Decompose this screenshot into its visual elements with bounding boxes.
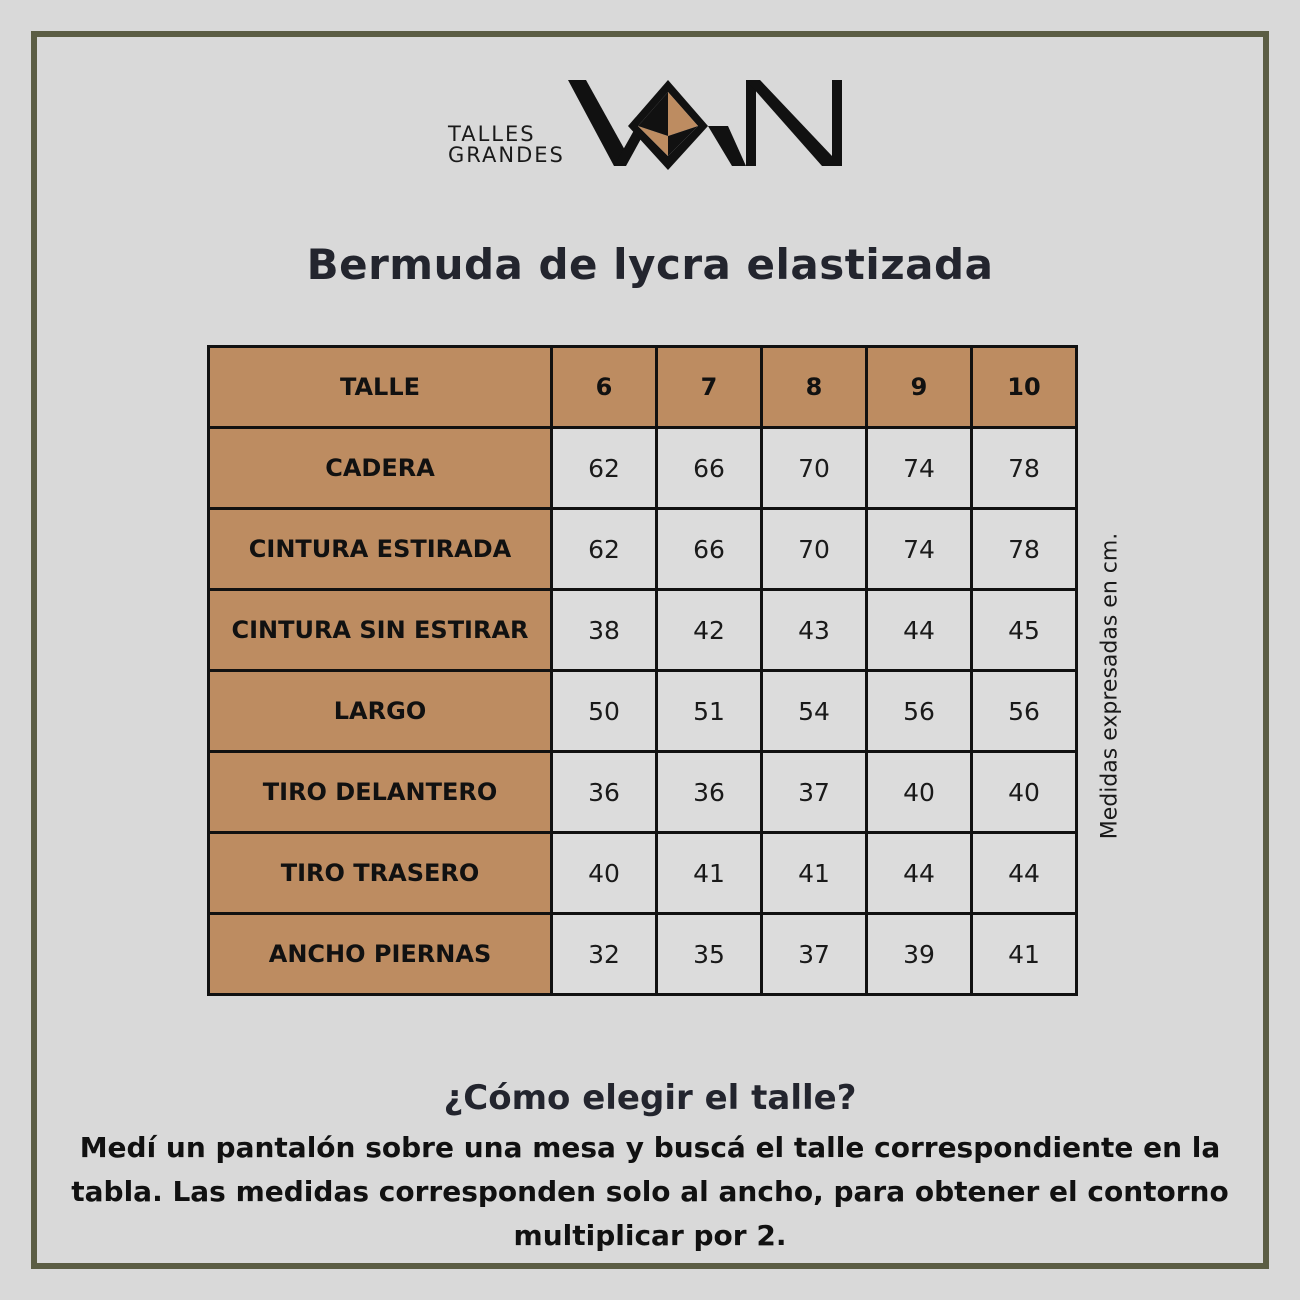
table-cell: 51 [657, 671, 762, 752]
table-cell: 54 [762, 671, 867, 752]
table-cell: 74 [867, 509, 972, 590]
table-cell: 41 [762, 833, 867, 914]
table-cell: 40 [972, 752, 1077, 833]
table-cell: 40 [552, 833, 657, 914]
row-label: CINTURA SIN ESTIRAR [209, 590, 552, 671]
table-cell: 45 [972, 590, 1077, 671]
table-cell: 44 [972, 833, 1077, 914]
size-header-cell: 7 [657, 347, 762, 428]
table-cell: 44 [867, 833, 972, 914]
row-label: ANCHO PIERNAS [209, 914, 552, 995]
table-cell: 32 [552, 914, 657, 995]
howto-heading: ¿Cómo elegir el talle? [443, 1078, 857, 1118]
table-cell: 70 [762, 428, 867, 509]
table-cell: 78 [972, 509, 1077, 590]
page-title: Bermuda de lycra elastizada [306, 240, 994, 289]
logo-line-1: TALLES [448, 122, 536, 146]
table-cell: 78 [972, 428, 1077, 509]
table-row [209, 671, 1077, 752]
table-cell: 50 [552, 671, 657, 752]
table-cell: 66 [657, 428, 762, 509]
table-cell: 56 [867, 671, 972, 752]
table-row [209, 914, 1077, 995]
table-cell: 62 [552, 428, 657, 509]
table-cell: 42 [657, 590, 762, 671]
table-cell: 39 [867, 914, 972, 995]
logo-line-2: GRANDES [448, 143, 565, 167]
table-cell: 36 [552, 752, 657, 833]
table-header-row [209, 347, 1077, 428]
size-header-cell: 6 [552, 347, 657, 428]
table-row [209, 833, 1077, 914]
table-row [209, 590, 1077, 671]
table-cell: 43 [762, 590, 867, 671]
table-cell: 66 [657, 509, 762, 590]
table-cell: 44 [867, 590, 972, 671]
table-cell: 56 [972, 671, 1077, 752]
size-header-cell: 10 [972, 347, 1077, 428]
table-cell: 70 [762, 509, 867, 590]
table-cell: 37 [762, 914, 867, 995]
header-label-cell: TALLE [209, 347, 552, 428]
table-cell: 74 [867, 428, 972, 509]
table-cell: 38 [552, 590, 657, 671]
table-cell: 36 [657, 752, 762, 833]
size-header-cell: 8 [762, 347, 867, 428]
row-label: TIRO TRASERO [209, 833, 552, 914]
size-header-cell: 9 [867, 347, 972, 428]
table-cell: 41 [972, 914, 1077, 995]
units-note: Medidas expresadas en cm. [1097, 532, 1123, 840]
vrn-logo-mark [568, 74, 858, 174]
table-row [209, 752, 1077, 833]
table-cell: 37 [762, 752, 867, 833]
brand-logo [448, 74, 858, 176]
howto-text: Medí un pantalón sobre una mesa y buscá el talle correspondiente en la tabla. Las medidas corresponden solo al ancho, para obtener el contorno multiplicar por 2. [71, 1131, 1229, 1252]
table-row [209, 509, 1077, 590]
table-cell: 41 [657, 833, 762, 914]
table-cell: 35 [657, 914, 762, 995]
row-label: CINTURA ESTIRADA [209, 509, 552, 590]
table-row [209, 428, 1077, 509]
row-label: CADERA [209, 428, 552, 509]
row-label: TIRO DELANTERO [209, 752, 552, 833]
table-cell: 40 [867, 752, 972, 833]
table-cell: 62 [552, 509, 657, 590]
size-table [207, 345, 1078, 996]
row-label: LARGO [209, 671, 552, 752]
